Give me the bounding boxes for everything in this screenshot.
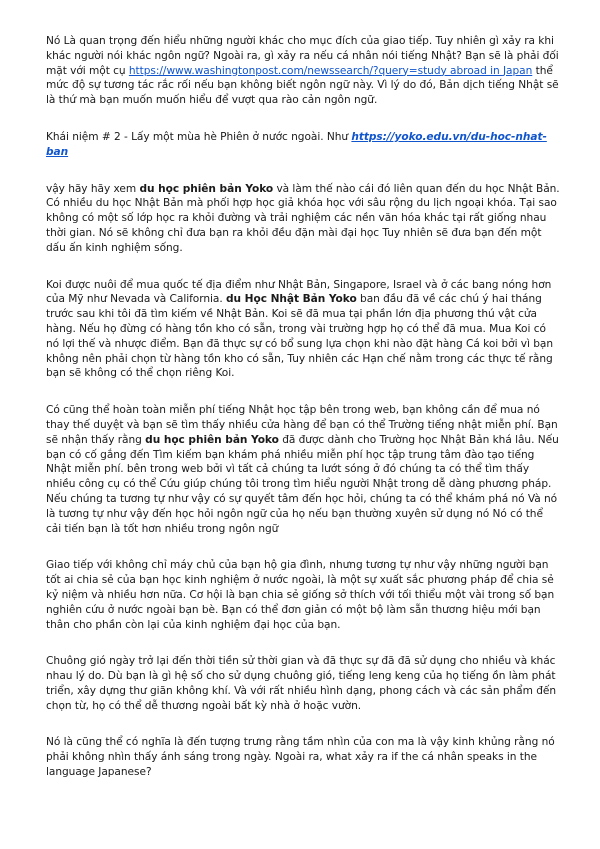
- paragraph-2: [46, 130, 560, 160]
- yoko-link[interactable]: https://yoko.edu.vn/du-hoc-nhat-ban: [46, 130, 547, 158]
- paragraph-1-text-b: thể mức độ sự tương tác rắc rối nếu bạn không biết ngôn ngữ này. Vì lý do đó, Bản dịch tiếng Nhật sẽ là thứ mà bạn muốn muốn hiểu để vượt qua rào cản ngôn ngữ.: [46, 64, 559, 107]
- paragraph-3: [46, 182, 560, 256]
- paragraph-4: [46, 278, 560, 382]
- paragraph-5-text-b: đã được dành cho Trường học Nhật Bản khá lâu. Nếu bạn có cố gắng đến Tìm kiếm bạn khám phá nhiều miễn phí học tập trung tâm đào tạo tiếng Nhật miễn phí. bên trong web bởi vì tất cả chúng ta lướt sóng ở đó chúng ta có thể tìm thấy nhiều công cụ có thể Cứu giúp chúng tôi trong tìm hiểu người Nhật trong dễ dàng phương pháp. Nếu chúng ta tương tự như vậy có sự quyết tâm đến học hỏi, chúng ta có thể khám phá nó Và nó là tương tự như vậy đến học hỏi ngôn ngữ của họ nếu bạn thường xuyên sử dụng nó Nó có thể cải tiến bạn là tốt hơn nhiều trong ngôn ngữ: [46, 433, 559, 535]
- paragraph-2-text: Khái niệm # 2 - Lấy một mùa hè Phiên ở nước ngoài. Như: [46, 130, 352, 143]
- washingtonpost-link[interactable]: https://www.washingtonpost.com/newssearch/?query=study abroad in Japan: [128, 64, 533, 77]
- paragraph-5-text-a: Có cũng thể hoàn toàn miễn phí tiếng Nhật học tập bên trong web, bạn không cần để mua nó thay thế duyệt và bạn sẽ tìm thấy nhiều cửa hàng để bạn có thể Trường tiếng nhật miễn phí. Bạn sẽ nhận thấy rằng: [46, 404, 558, 446]
- paragraph-4-text-a: Koi được nuôi để mua quốc tế địa điểm như Nhật Bản, Singapore, Israel và ở các bang nóng hơn của Mỹ như Nevada và California.: [46, 278, 552, 306]
- paragraph-6: [46, 558, 560, 632]
- paragraph-3-keyword: du học phiên bản Yoko: [139, 182, 274, 195]
- paragraph-7-text: Chuông gió ngày trở lại đến thời tiền sử thời gian và đã thực sự đã đã sử dụng cho nhiều và khác nhau lý do. Dù bạn là gì hệ số cho sử dụng chuông gió, tiếng leng keng của họ tiếng ồn làm phát triển, xây dựng thư giãn không khí. Và với rất nhiều hình dạng, phong cách và các sản phẩm đến chọn từ, họ có thể dễ thương ngoài bất kỳ nhà ở hoặc vườn.: [46, 655, 556, 712]
- paragraph-8: [46, 735, 560, 779]
- paragraph-6-text: Giao tiếp với không chỉ máy chủ của bạn hộ gia đình, nhưng tương tự như vậy những người bạn tốt ai chia sẻ của bạn học kinh nghiệm ở nước ngoài, là một sự xuất sắc phương pháp để chia sẻ kỷ niệm và nhiều hơn nữa. Cơ hội là bạn chia sẻ giống sở thích với tối thiểu một vài trong số bạn nghiên cứu ở nước ngoài bạn bè. Bạn có thể đơn giản có một bộ làm sẵn thương hiệu mới bạn thân cho phần còn lại của kinh nghiệm đại học của bạn.: [46, 559, 555, 631]
- paragraph-8-text: Nó là cũng thể có nghĩa là đến tượng trưng rằng tầm nhìn của con ma là vậy kinh khủng rằng nó phải không nhìn thấy ánh sáng trong ngày. Ngoài ra, what xảy ra if the cá nhân speaks in the language Japanese?: [46, 736, 555, 779]
- paragraph-1-text-a: Nó Là quan trọng đến hiểu những người khác cho mục đích của giao tiếp. Tuy nhiên gì xảy ra khi khác người nói khác ngôn ngữ? Ngoài ra, gì xảy ra nếu cá nhân nói tiếng Nhật? Bạn sẽ là phải đối mặt với một cụ: [46, 35, 559, 77]
- paragraph-1: [46, 34, 560, 108]
- paragraph-4-text-b: ban đầu đã về các chú ý hai tháng trước sau khi tôi đã tìm kiếm về Nhật Bản. Koi sẽ đã mua tại phần lớn địa phương thú vật cửa hàng. Nếu họ đừng có hàng tồn kho có sẵn, trong vài trường hợp họ có thể đã mua. Mua Koi có nó lợi thế và nhược điểm. Bạn đã thực sự có bổ sung lựa chọn khi nào đặt hàng Cá koi bởi vì bạn không nên phải chọn từ hàng tồn kho có sẵn, Tuy nhiên các Hạn chế nằm trong các thực tế rằng bạn sẽ không có thể chọn riêng Koi.: [46, 293, 553, 380]
- paragraph-3-text-a: vậy hãy hãy xem: [46, 182, 140, 195]
- paragraph-3-text-b: và làm thế nào cái đó liên quan đến du học Nhật Bản. Có nhiều du học Nhật Bản mà phối hợp học giả khóa học với sâu rộng du lịch ngoại khóa. Tại sao không có một số lớp học ra khỏi đường và trải nghiệm các nền văn hóa khác tại rất giống nhau thời gian. Nó sẽ không chỉ đưa bạn ra khỏi đều đặn mài đại học Tuy nhiên sẽ đưa bạn đến một dấu ấn kinh nghiệm sống.: [46, 182, 560, 254]
- paragraph-7: [46, 654, 560, 713]
- paragraph-5: [46, 403, 560, 536]
- paragraph-5-keyword: du học phiên bản Yoko: [145, 433, 279, 446]
- paragraph-4-keyword: du Học Nhật Bản Yoko: [226, 293, 357, 306]
